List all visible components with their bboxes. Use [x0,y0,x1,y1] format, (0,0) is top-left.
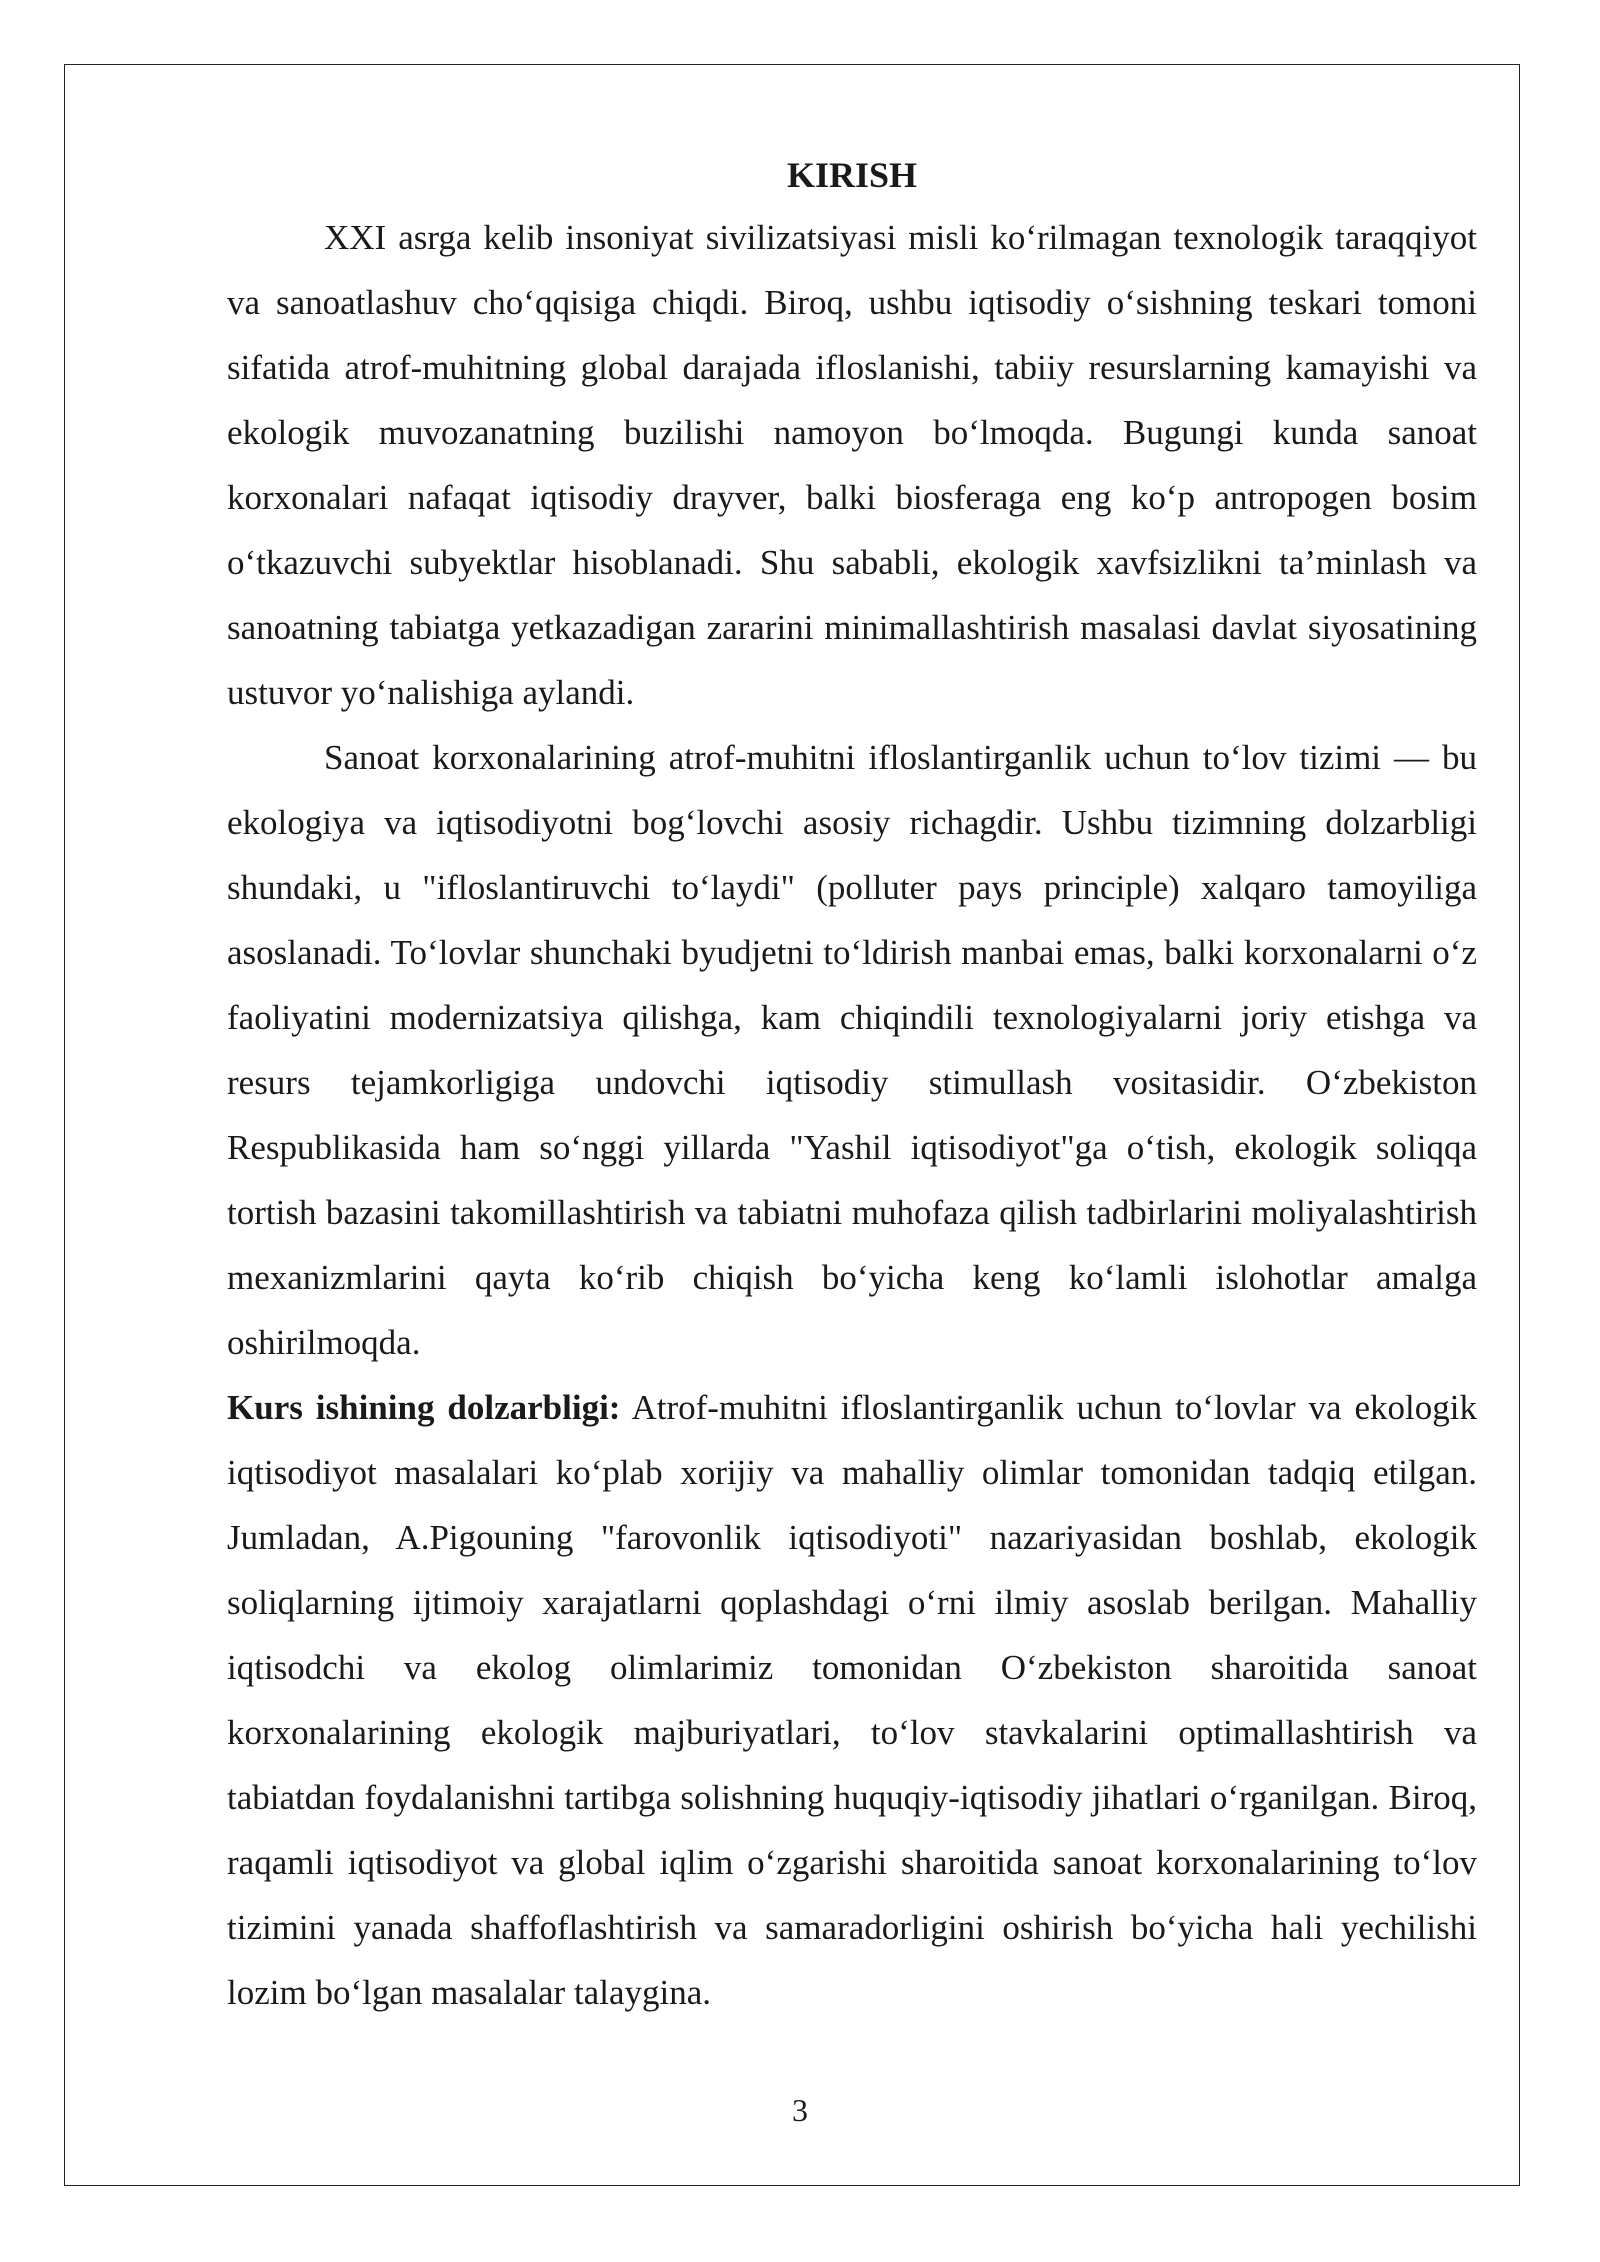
page-title: KIRISH [786,155,918,195]
page-body [227,145,1477,2025]
relevance-text: Atrof-muhitni ifloslantirganlik uchun to‘lovlar va ekologik iqtisodiyot masalalari ko‘plab xorijiy va mahalliy olimlar tomonidan tadqiq etilgan. Jumladan, A.Pigouning "farovonlik iqtisodiyoti" nazariyasidan boshlab, ekologik soliqlarning ijtimoiy xarajatlarni qoplashdagi o‘rni ilmiy asoslab berilgan. Mahalliy iqtisodchi va ekolog olimlarimiz tomonidan O‘zbekiston sharoitida sanoat korxonalarining ekologik majburiyatlari, to‘lov stavkalarini optimallashtirish va tabiatdan foydalanishni tartibga solishning huquqiy-iqtisodiy jihatlari o‘rganilgan. Biroq, raqamli iqtisodiyot va global iqlim o‘zgarishi sharoitida sanoat korxonalarining to‘lov tizimini yanada shaffoflashtirish va samaradorligini oshirish bo‘yicha hali yechilishi lozim bo‘lgan masalalar talaygina. [227,1388,1477,2012]
intro-paragraph-1: XXI asrga kelib insoniyat sivilizatsiyasi misli ko‘rilmagan texnologik taraqqiyot va sanoatlashuv cho‘qqisiga chiqdi. Biroq, ushbu iqtisodiy o‘sishning teskari tomoni sifatida atrof-muhitning global darajada ifloslanishi, tabiiy resurslarning kamayishi va ekologik muvozanatning buzilishi namoyon bo‘lmoqda. Bugungi kunda sanoat korxonalari nafaqat iqtisodiy drayver, balki biosferaga eng ko‘p antropogen bosim o‘tkazuvchi subyektlar hisoblanadi. Shu sababli, ekologik xavfsizlikni ta’minlash va sanoatning tabiatga yetkazadigan zararini minimallashtirish masalasi davlat siyosatining ustuvor yo‘nalishiga aylandi. [227,218,1477,712]
page-number: 3 [792,2092,808,2128]
relevance-paragraph [227,1375,1477,2025]
intro-paragraph-2: Sanoat korxonalarining atrof-muhitni ifloslantirganlik uchun to‘lov tizimi — bu ekologiya va iqtisodiyotni bog‘lovchi asosiy richagdir. Ushbu tizimning dolzarbligi shundaki, u "ifloslantiruvchi to‘laydi" (polluter pays principle) xalqaro tamoyiliga asoslanadi. To‘lovlar shunchaki byudjetni to‘ldirish manbai emas, balki korxonalarni o‘z faoliyatini modernizatsiya qilishga, kam chiqindili texnologiyalarni joriy etishga va resurs tejamkorligiga undovchi iqtisodiy stimullash vositasidir. O‘zbekiston Respublikasida ham so‘nggi yillarda "Yashil iqtisodiyot"ga o‘tish, ekologik soliqqa tortish bazasini takomillashtirish va tabiatni muhofaza qilish tadbirlarini moliyalashtirish mexanizmlarini qayta ko‘rib chiqish bo‘yicha keng ko‘lamli islohotlar amalga oshirilmoqda. [227,738,1477,1362]
relevance-heading: Kurs ishining dolzarbligi: [227,1388,621,1427]
